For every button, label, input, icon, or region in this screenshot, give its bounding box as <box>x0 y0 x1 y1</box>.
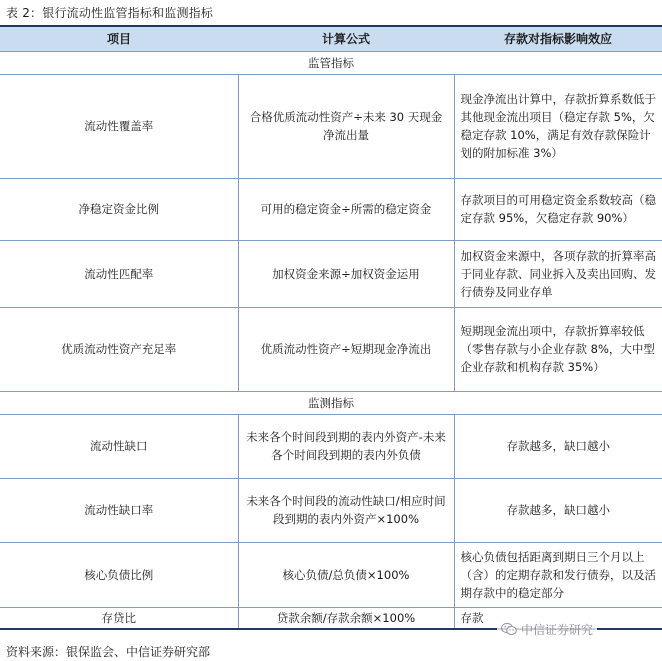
row-name: 流动性缺口 <box>0 414 238 478</box>
table-row <box>0 178 662 240</box>
section-label-regulatory: 监管指标 <box>0 51 662 74</box>
row-effect: 存款越多，缺口越小 <box>454 478 662 542</box>
row-formula: 贷款余额/存款余额×100% <box>238 607 454 629</box>
row-formula: 未来各个时间段到期的表内外资产-未来各个时间段到期的表内外负债 <box>238 414 454 478</box>
row-name: 存贷比 <box>0 607 238 629</box>
row-effect: 核心负债包括距离到期日三个月以上（含）的定期存款和发行债券，以及活期存款中的稳定部分 <box>454 542 662 607</box>
row-name: 流动性缺口率 <box>0 478 238 542</box>
row-effect: 存款越多，缺口越小 <box>454 414 662 478</box>
row-formula: 加权资金来源÷加权资金运用 <box>238 240 454 307</box>
section-label-monitoring: 监测指标 <box>0 391 662 414</box>
section-row-monitoring <box>0 391 662 414</box>
row-formula: 优质流动性资产÷短期现金净流出 <box>238 307 454 391</box>
table-caption: 表 2：银行流动性监管指标和监测指标 <box>6 6 214 20</box>
row-formula: 可用的稳定资金÷所需的稳定资金 <box>238 178 454 240</box>
table-row <box>0 240 662 307</box>
row-name: 核心负债比例 <box>0 542 238 607</box>
table-row <box>0 478 662 542</box>
liquidity-indicators-table <box>0 25 662 630</box>
watermark-text: 中信证券研究 <box>521 622 594 637</box>
row-effect: 存款 <box>454 607 662 629</box>
row-name: 净稳定资金比例 <box>0 178 238 240</box>
header-formula: 计算公式 <box>238 26 454 51</box>
header-item: 项目 <box>0 26 238 51</box>
row-name: 流动性匹配率 <box>0 240 238 307</box>
table-row <box>0 542 662 607</box>
header-effect: 存款对指标影响效应 <box>454 26 662 51</box>
section-row-regulatory <box>0 51 662 74</box>
row-effect: 加权资金来源中，各项存款的折算率高于同业存款、同业拆入及卖出回购、发行债券及同业存单 <box>454 240 662 307</box>
watermark <box>497 618 597 640</box>
row-effect: 存款项目的可用稳定资金系数较高（稳定存款 95%，欠稳定存款 90%） <box>454 178 662 240</box>
row-effect: 现金净流出计算中，存款折算系数低于其他现金流出项目（稳定存款 5%，欠稳定存款 10%，满足有效存款保险计划的附加标准 3%） <box>454 74 662 178</box>
source-note: 资料来源：银保监会、中信证券研究部 <box>6 645 211 659</box>
row-name: 优质流动性资产充足率 <box>0 307 238 391</box>
table-row <box>0 307 662 391</box>
table-header-row <box>0 26 662 51</box>
wechat-logo-icon <box>501 622 517 636</box>
table-row <box>0 74 662 178</box>
row-formula: 未来各个时间段的流动性缺口/相应时间段到期的表内外资产×100% <box>238 478 454 542</box>
row-formula: 核心负债/总负债×100% <box>238 542 454 607</box>
row-formula: 合格优质流动性资产÷未来 30 天现金净流出量 <box>238 74 454 178</box>
table-row <box>0 414 662 478</box>
row-name: 流动性覆盖率 <box>0 74 238 178</box>
row-effect: 短期现金流出项中，存款折算率较低（零售存款与小企业存款 8%，大中型企业存款和机构存款 35%） <box>454 307 662 391</box>
